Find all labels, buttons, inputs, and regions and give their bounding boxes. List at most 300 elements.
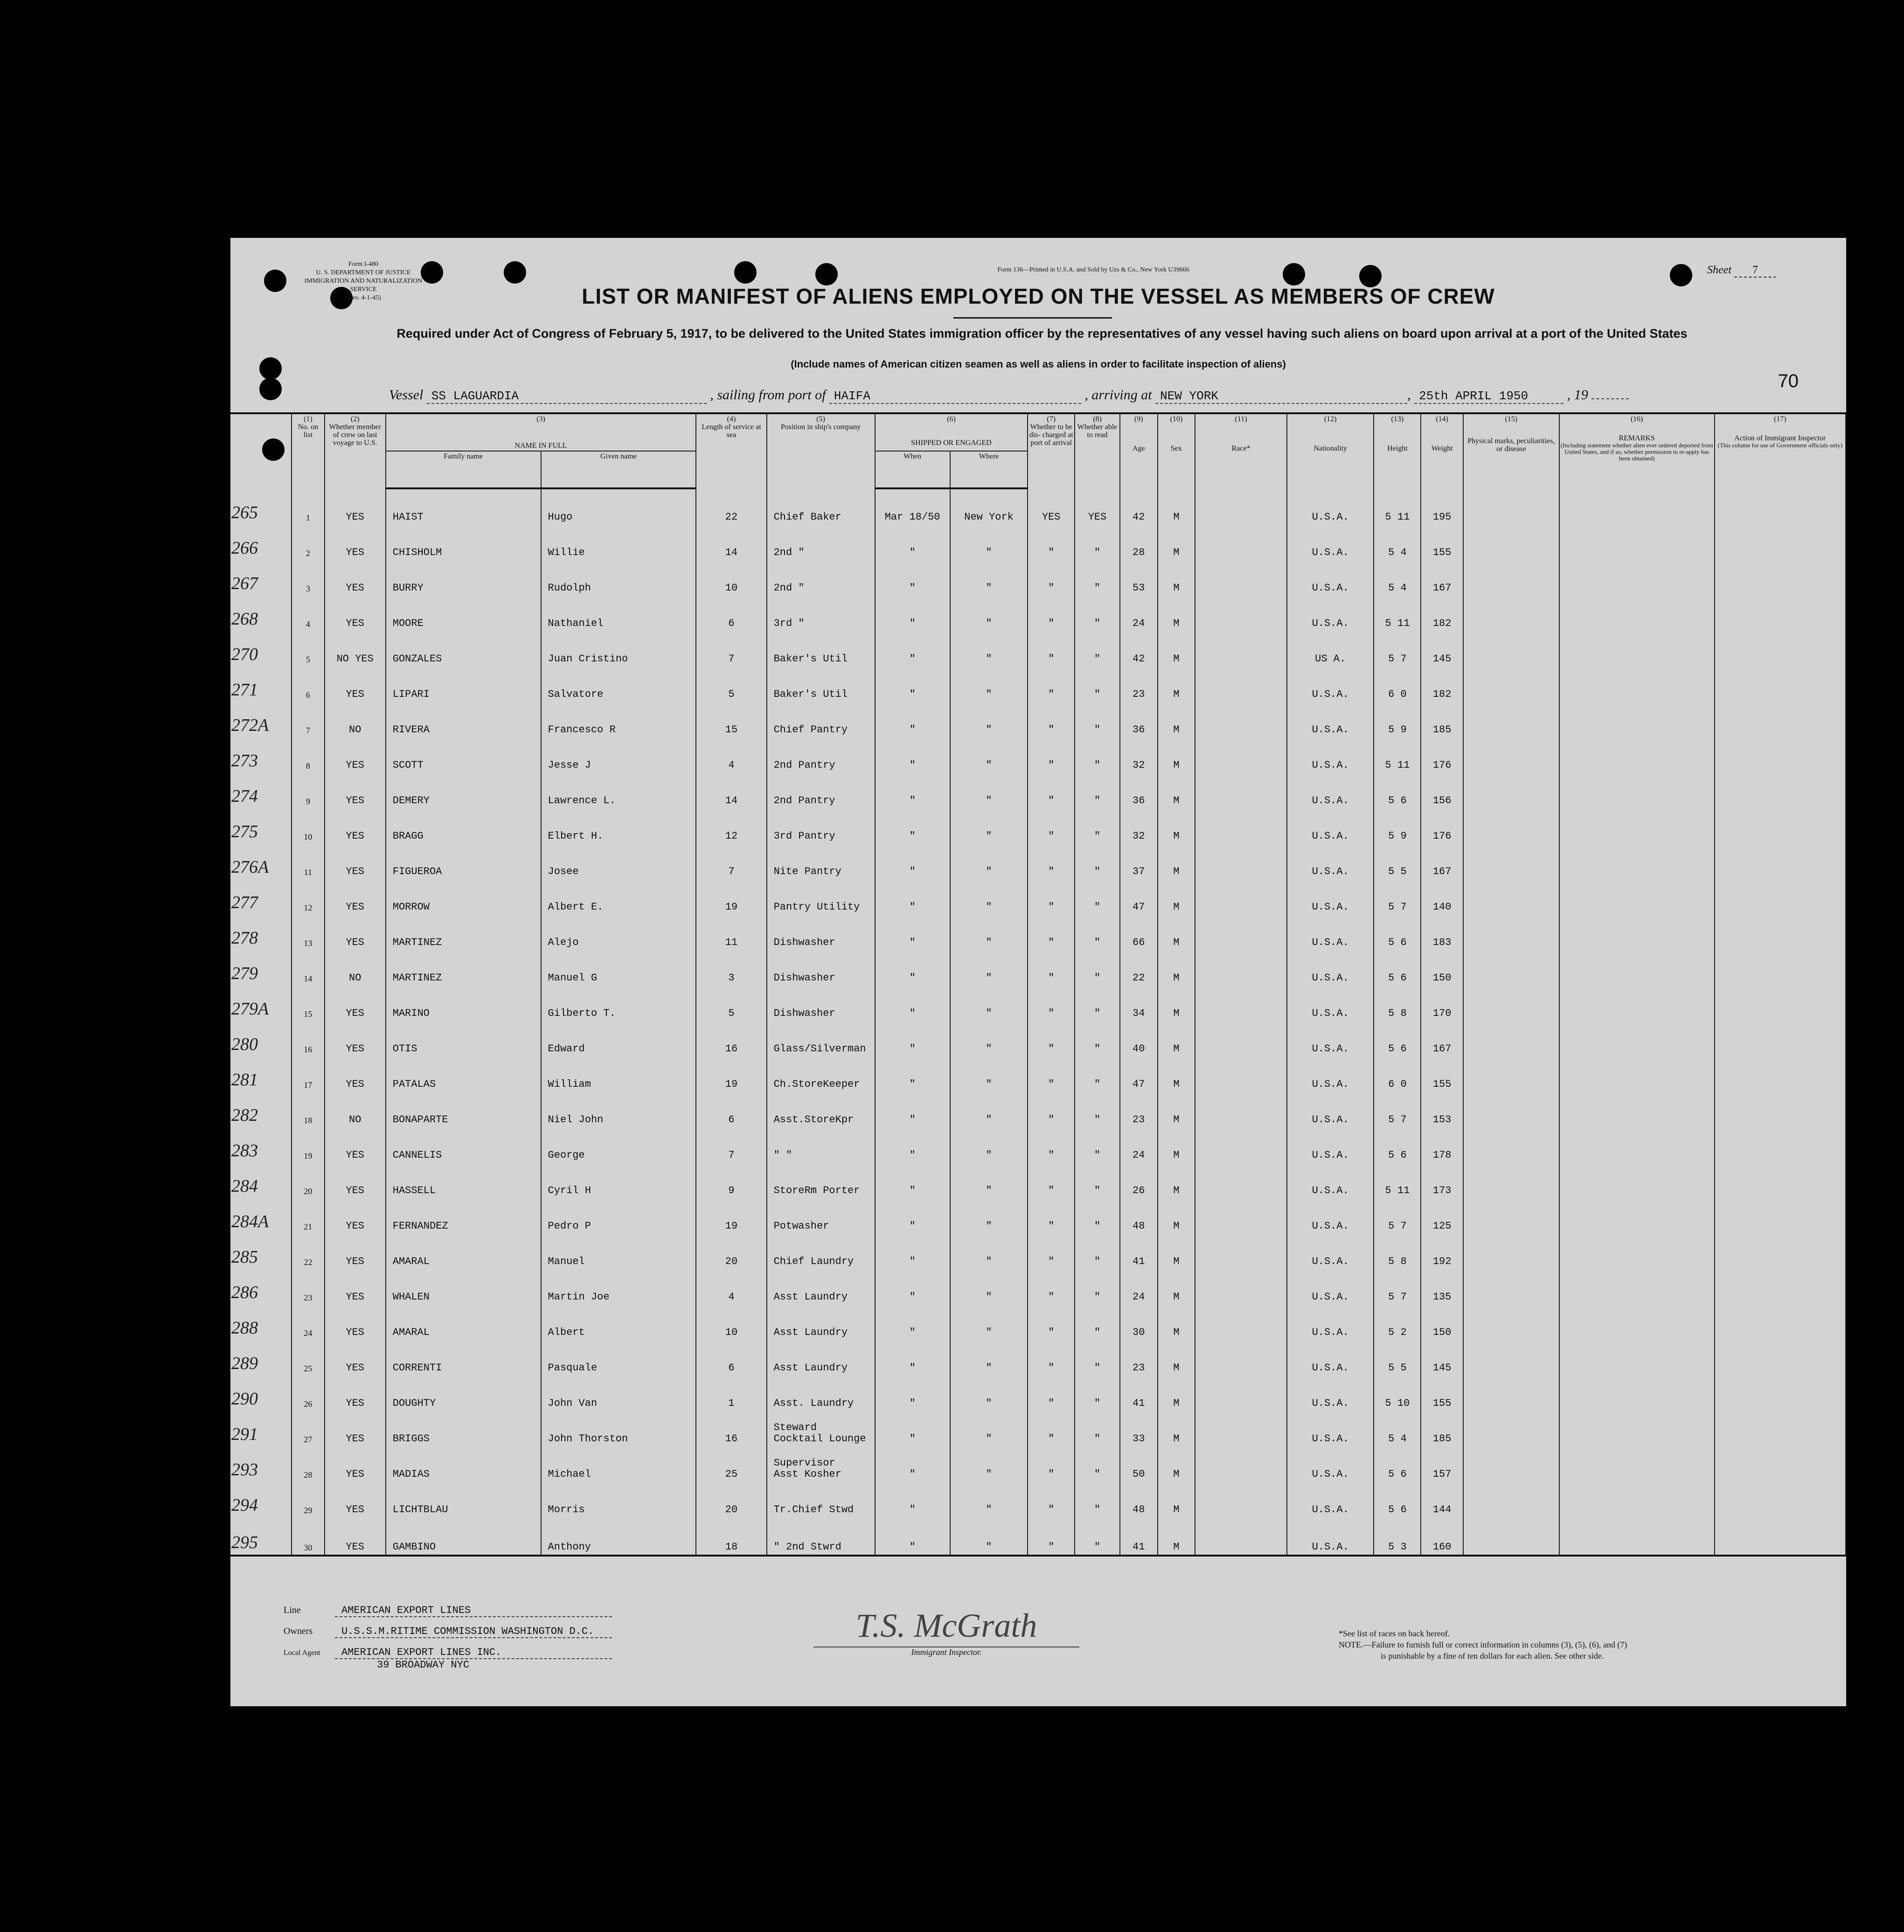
cell-when: " [875, 1376, 950, 1411]
cell-remarks [1559, 1517, 1715, 1556]
cell-height: 5 8 [1374, 1234, 1421, 1269]
arrival-port: NEW YORK [1155, 389, 1407, 404]
cell-age: 28 [1120, 525, 1158, 560]
cell-nationality: U.S.A. [1287, 1269, 1374, 1305]
cell-family: RIVERA [386, 702, 541, 737]
cell-when: " [875, 1269, 950, 1305]
table-row [230, 915, 1846, 950]
cell-age: 41 [1120, 1376, 1158, 1411]
cell-nationality: U.S.A. [1287, 1482, 1374, 1517]
cell-height: 5 11 [1374, 488, 1421, 525]
cell-ms: 290 [230, 1376, 292, 1411]
cell-service: 7 [696, 631, 766, 667]
cell-race [1195, 1127, 1287, 1163]
cell-remarks [1559, 488, 1715, 525]
cell-read: " [1075, 560, 1120, 596]
table-row [230, 560, 1846, 596]
cell-no: 11 [292, 844, 325, 879]
cell-height: 5 6 [1374, 1482, 1421, 1517]
cell-action [1715, 844, 1846, 879]
cell-ms: 272A [230, 702, 292, 737]
cell-age: 23 [1120, 1092, 1158, 1127]
cell-no: 21 [292, 1198, 325, 1234]
cell-weight: 156 [1421, 773, 1463, 808]
cell-age: 23 [1120, 667, 1158, 702]
cell-weight: 155 [1421, 1376, 1463, 1411]
cell-height: 5 6 [1374, 1127, 1421, 1163]
cell-height: 5 6 [1374, 1021, 1421, 1056]
cell-family: MADIAS [386, 1446, 541, 1482]
cell-marks [1463, 702, 1559, 737]
cell-ms: 294 [230, 1482, 292, 1517]
cell-marks [1463, 986, 1559, 1021]
vessel-name: SS LAGUARDIA [427, 389, 707, 404]
cell-sex: M [1158, 596, 1195, 631]
cell-sex: M [1158, 667, 1195, 702]
cell-weight: 182 [1421, 596, 1463, 631]
cell-read: " [1075, 844, 1120, 879]
cell-weight: 150 [1421, 950, 1463, 986]
table-row [230, 1198, 1846, 1234]
cell-crew: NO YES [325, 631, 386, 667]
cell-race [1195, 986, 1287, 1021]
cell-crew: YES [325, 1340, 386, 1376]
cell-age: 41 [1120, 1234, 1158, 1269]
cell-position: Chief Laundry [767, 1234, 875, 1269]
cell-height: 5 11 [1374, 1163, 1421, 1198]
cell-given: Alejo [541, 915, 696, 950]
cell-remarks [1559, 1092, 1715, 1127]
cell-nationality: US A. [1287, 631, 1374, 667]
cell-ms: 284A [230, 1198, 292, 1234]
cell-service: 6 [696, 1340, 766, 1376]
cell-crew: YES [325, 488, 386, 525]
cell-given: Francesco R [541, 702, 696, 737]
cell-height: 5 8 [1374, 986, 1421, 1021]
cell-age: 47 [1120, 1056, 1158, 1092]
cell-nationality: U.S.A. [1287, 844, 1374, 879]
cell-family: CHISHOLM [386, 525, 541, 560]
cell-marks [1463, 1517, 1559, 1556]
cell-ms: 266 [230, 525, 292, 560]
cell-when: " [875, 1482, 950, 1517]
cell-remarks [1559, 844, 1715, 879]
cell-nationality: U.S.A. [1287, 1411, 1374, 1446]
cell-weight: 192 [1421, 1234, 1463, 1269]
cell-height: 5 9 [1374, 808, 1421, 844]
cell-ms: 267 [230, 560, 292, 596]
cell-family: WHALEN [386, 1269, 541, 1305]
cell-discharged: " [1028, 737, 1075, 773]
cell-family: BURRY [386, 560, 541, 596]
cell-race [1195, 1269, 1287, 1305]
cell-weight: 155 [1421, 525, 1463, 560]
cell-age: 36 [1120, 773, 1158, 808]
cell-sex: M [1158, 950, 1195, 986]
cell-position: 3rd Pantry [767, 808, 875, 844]
cell-race [1195, 1446, 1287, 1482]
cell-read: " [1075, 1092, 1120, 1127]
cell-race [1195, 1482, 1287, 1517]
cell-age: 41 [1120, 1517, 1158, 1556]
cell-no: 25 [292, 1340, 325, 1376]
cell-read: " [1075, 1021, 1120, 1056]
cell-family: LIPARI [386, 667, 541, 702]
table-row [230, 1092, 1846, 1127]
col-remarks-header: (16) REMARKS (Including statement whether alien ever ordered deported from United States, and if so, whether permission to re-apply has been obtained) [1559, 413, 1715, 488]
cell-given: Manuel G [541, 950, 696, 986]
cell-discharged: " [1028, 915, 1075, 950]
cell-marks [1463, 915, 1559, 950]
cell-discharged: " [1028, 1482, 1075, 1517]
cell-marks [1463, 488, 1559, 525]
document-subtitle: Required under Act of Congress of February 5, 1917, to be delivered to the United States immigration officer by the representatives of any vessel having such aliens on board upon arrival at a port of the United States [396, 327, 1688, 341]
cell-family: HASSELL [386, 1163, 541, 1198]
cell-where: " [950, 560, 1028, 596]
cell-service: 15 [696, 702, 766, 737]
cell-no: 29 [292, 1482, 325, 1517]
col-service-header: (4) Length of service at sea [696, 413, 766, 488]
cell-no: 2 [292, 525, 325, 560]
cell-remarks [1559, 808, 1715, 844]
cell-no: 30 [292, 1517, 325, 1556]
cell-weight: 160 [1421, 1517, 1463, 1556]
cell-ms: 293 [230, 1446, 292, 1482]
cell-weight: 145 [1421, 1340, 1463, 1376]
cell-age: 24 [1120, 1127, 1158, 1163]
cell-discharged: " [1028, 667, 1075, 702]
cell-remarks [1559, 1163, 1715, 1198]
cell-height: 5 6 [1374, 1446, 1421, 1482]
table-row [230, 667, 1846, 702]
cell-weight: 145 [1421, 631, 1463, 667]
cell-when: " [875, 737, 950, 773]
cell-sex: M [1158, 560, 1195, 596]
cell-marks [1463, 560, 1559, 596]
cell-position: " " [767, 1127, 875, 1163]
cell-service: 5 [696, 986, 766, 1021]
service-name: IMMIGRATION AND NATURALIZATION SERVICE [304, 278, 423, 293]
owners-value: U.S.S.M.RITIME COMMISSION WASHINGTON D.C. [335, 1626, 612, 1638]
cell-marks [1463, 1269, 1559, 1305]
cell-ms: 270 [230, 631, 292, 667]
table-row [230, 1269, 1846, 1305]
cell-ms: 279A [230, 986, 292, 1021]
cell-action [1715, 1234, 1846, 1269]
cell-family: OTIS [386, 1021, 541, 1056]
cell-marks [1463, 1021, 1559, 1056]
cell-weight: 182 [1421, 667, 1463, 702]
line-field: Line AMERICAN EXPORT LINES [284, 1605, 612, 1617]
punch-hole [734, 261, 757, 284]
cell-race [1195, 1234, 1287, 1269]
cell-where: " [950, 1198, 1028, 1234]
col-crew-header: (2) Whether member of crew on last voyage to U.S. [325, 413, 386, 488]
cell-action [1715, 1127, 1846, 1163]
cell-sex: M [1158, 1198, 1195, 1234]
cell-sex: M [1158, 1056, 1195, 1092]
cell-age: 42 [1120, 631, 1158, 667]
cell-family: MARTINEZ [386, 915, 541, 950]
cell-nationality: U.S.A. [1287, 737, 1374, 773]
cell-family: MORROW [386, 879, 541, 915]
cell-read: " [1075, 808, 1120, 844]
cell-position: StoreRm Porter [767, 1163, 875, 1198]
table-row [230, 596, 1846, 631]
cell-discharged: " [1028, 1269, 1075, 1305]
cell-no: 16 [292, 1021, 325, 1056]
cell-read: " [1075, 1411, 1120, 1446]
cell-crew: YES [325, 1446, 386, 1482]
cell-crew: NO [325, 950, 386, 986]
cell-where: " [950, 1056, 1028, 1092]
cell-crew: YES [325, 596, 386, 631]
table-row [230, 525, 1846, 560]
cell-race [1195, 808, 1287, 844]
cell-action [1715, 1376, 1846, 1411]
cell-position: 2nd Pantry [767, 737, 875, 773]
cell-read: " [1075, 1376, 1120, 1411]
col-physical-header: (15) Physical marks, peculiarities, or disease [1463, 413, 1559, 488]
cell-given: Josee [541, 844, 696, 879]
cell-action [1715, 1092, 1846, 1127]
cell-read: " [1075, 1446, 1120, 1482]
cell-given: Pedro P [541, 1198, 696, 1234]
cell-weight: 176 [1421, 737, 1463, 773]
cell-race [1195, 488, 1287, 525]
cell-race [1195, 560, 1287, 596]
cell-when: " [875, 915, 950, 950]
cell-read: " [1075, 525, 1120, 560]
cell-marks [1463, 1127, 1559, 1163]
cell-ms: 288 [230, 1305, 292, 1340]
cell-service: 4 [696, 1269, 766, 1305]
cell-position: Glass/Silverman [767, 1021, 875, 1056]
cell-crew: YES [325, 525, 386, 560]
cell-family: CORRENTI [386, 1340, 541, 1376]
cell-age: 47 [1120, 879, 1158, 915]
cell-given: William [541, 1056, 696, 1092]
cell-no: 7 [292, 702, 325, 737]
cell-when: " [875, 844, 950, 879]
cell-marks [1463, 1092, 1559, 1127]
cell-marks [1463, 773, 1559, 808]
table-row [230, 1340, 1846, 1376]
cell-read: " [1075, 1340, 1120, 1376]
cell-nationality: U.S.A. [1287, 1056, 1374, 1092]
cell-action [1715, 1056, 1846, 1092]
cell-service: 9 [696, 1163, 766, 1198]
cell-sex: M [1158, 631, 1195, 667]
cell-crew: YES [325, 560, 386, 596]
cell-where: " [950, 737, 1028, 773]
cell-sex: M [1158, 488, 1195, 525]
cell-given: Elbert H. [541, 808, 696, 844]
cell-marks [1463, 1234, 1559, 1269]
cell-read: " [1075, 1198, 1120, 1234]
cell-nationality: U.S.A. [1287, 1446, 1374, 1482]
cell-given: Rudolph [541, 560, 696, 596]
cell-ms: 277 [230, 879, 292, 915]
cell-nationality: U.S.A. [1287, 1234, 1374, 1269]
cell-race [1195, 1517, 1287, 1556]
cell-service: 6 [696, 596, 766, 631]
cell-race [1195, 1340, 1287, 1376]
cell-read: YES [1075, 488, 1120, 525]
cell-family: HAIST [386, 488, 541, 525]
cell-position: Dishwasher [767, 950, 875, 986]
cell-height: 5 4 [1374, 560, 1421, 596]
col-nationality-header: (12) Nationality [1287, 413, 1374, 488]
cell-read: " [1075, 879, 1120, 915]
cell-remarks [1559, 560, 1715, 596]
cell-discharged: " [1028, 1411, 1075, 1446]
cell-weight: 157 [1421, 1446, 1463, 1482]
cell-position: Dishwasher [767, 915, 875, 950]
cell-action [1715, 773, 1846, 808]
cell-discharged: " [1028, 1340, 1075, 1376]
cell-when: " [875, 1198, 950, 1234]
line-value: AMERICAN EXPORT LINES [335, 1605, 612, 1617]
cell-service: 4 [696, 737, 766, 773]
cell-nationality: U.S.A. [1287, 702, 1374, 737]
cell-nationality: U.S.A. [1287, 879, 1374, 915]
cell-where: " [950, 879, 1028, 915]
col-sex-header: (10) Sex [1158, 413, 1195, 488]
cell-when: " [875, 1092, 950, 1127]
cell-given: Juan Cristino [541, 631, 696, 667]
cell-position: 3rd " [767, 596, 875, 631]
cell-no: 10 [292, 808, 325, 844]
cell-no: 15 [292, 986, 325, 1021]
cell-service: 16 [696, 1411, 766, 1446]
cell-crew: NO [325, 1092, 386, 1127]
cell-when: " [875, 702, 950, 737]
cell-service: 12 [696, 808, 766, 844]
col-age-header: (9) Age [1120, 413, 1158, 488]
cell-race [1195, 1056, 1287, 1092]
cell-ms: 282 [230, 1092, 292, 1127]
cell-remarks [1559, 1446, 1715, 1482]
cell-marks [1463, 1482, 1559, 1517]
cell-position: Supervisor Asst Kosher [767, 1446, 875, 1482]
cell-discharged: " [1028, 879, 1075, 915]
cell-service: 5 [696, 667, 766, 702]
cell-sex: M [1158, 1340, 1195, 1376]
cell-where: " [950, 1269, 1028, 1305]
cell-discharged: " [1028, 560, 1075, 596]
cell-sex: M [1158, 1234, 1195, 1269]
cell-height: 5 7 [1374, 1269, 1421, 1305]
cell-crew: YES [325, 1198, 386, 1234]
voyage-line: Vessel SS LAGUARDIA , sailing from port of HAIFA , arriving at NEW YORK , 25th APRIL 1950 , 19 [389, 387, 1629, 404]
cell-discharged: " [1028, 1198, 1075, 1234]
cell-marks [1463, 1340, 1559, 1376]
cell-discharged: " [1028, 773, 1075, 808]
cell-discharged: " [1028, 986, 1075, 1021]
cell-service: 7 [696, 1127, 766, 1163]
cell-weight: 183 [1421, 915, 1463, 950]
footer-block [284, 1605, 612, 1671]
cell-action [1715, 808, 1846, 844]
cell-service: 1 [696, 1376, 766, 1411]
cell-position: 2nd " [767, 525, 875, 560]
cell-crew: YES [325, 667, 386, 702]
cell-position: " 2nd Stwrd [767, 1517, 875, 1556]
cell-where: " [950, 1411, 1028, 1446]
cell-race [1195, 525, 1287, 560]
cell-marks [1463, 808, 1559, 844]
cell-crew: YES [325, 808, 386, 844]
col-given-header: Given name [541, 451, 696, 488]
cell-crew: YES [325, 1056, 386, 1092]
cell-discharged: " [1028, 1517, 1075, 1556]
cell-height: 6 0 [1374, 667, 1421, 702]
cell-remarks [1559, 1376, 1715, 1411]
cell-action [1715, 488, 1846, 525]
cell-position: Chief Pantry [767, 702, 875, 737]
cell-no: 28 [292, 1446, 325, 1482]
cell-when: " [875, 1305, 950, 1340]
cell-crew: YES [325, 986, 386, 1021]
cell-age: 48 [1120, 1198, 1158, 1234]
cell-remarks [1559, 1127, 1715, 1163]
revision: (Rev. 4-1-45) [346, 294, 381, 301]
table-row [230, 950, 1846, 986]
cell-race [1195, 1092, 1287, 1127]
cell-position: Baker's Util [767, 667, 875, 702]
cell-crew: YES [325, 1411, 386, 1446]
table-row [230, 773, 1846, 808]
cell-remarks [1559, 1482, 1715, 1517]
cell-no: 1 [292, 488, 325, 525]
cell-sex: M [1158, 702, 1195, 737]
cell-marks [1463, 1411, 1559, 1446]
cell-action [1715, 1411, 1846, 1446]
col-discharged-header: (7) Whether to be dis- charged at port of arrival [1028, 413, 1075, 488]
col-where-header: Where [950, 451, 1028, 488]
cell-ms: 279 [230, 950, 292, 986]
cell-where: " [950, 1340, 1028, 1376]
cell-crew: YES [325, 1269, 386, 1305]
cell-no: 6 [292, 667, 325, 702]
cell-crew: YES [325, 1305, 386, 1340]
cell-family: FIGUEROA [386, 844, 541, 879]
cell-where: New York [950, 488, 1028, 525]
cell-age: 36 [1120, 702, 1158, 737]
cell-discharged: " [1028, 808, 1075, 844]
cell-race [1195, 1021, 1287, 1056]
table-row [230, 1021, 1846, 1056]
cell-no: 24 [292, 1305, 325, 1340]
arrival-date: 25th APRIL 1950 [1414, 389, 1564, 404]
manifest-sheet [230, 238, 1846, 1706]
cell-age: 24 [1120, 1269, 1158, 1305]
cell-action [1715, 1482, 1846, 1517]
punch-hole [1670, 264, 1692, 286]
sailing-label: , sailing from port of [710, 387, 826, 403]
cell-ms: 276A [230, 844, 292, 879]
races-note: *See list of races on back hereof. [1339, 1629, 1450, 1638]
cell-family: DOUGHTY [386, 1376, 541, 1411]
cell-ms: 265 [230, 488, 292, 525]
col-action-header: (17) Action of Immigrant Inspector (This column for use of Government officials only) [1715, 413, 1846, 488]
cell-where: " [950, 1021, 1028, 1056]
cell-discharged: " [1028, 1163, 1075, 1198]
cell-family: SCOTT [386, 737, 541, 773]
cell-action [1715, 879, 1846, 915]
cell-service: 25 [696, 1446, 766, 1482]
